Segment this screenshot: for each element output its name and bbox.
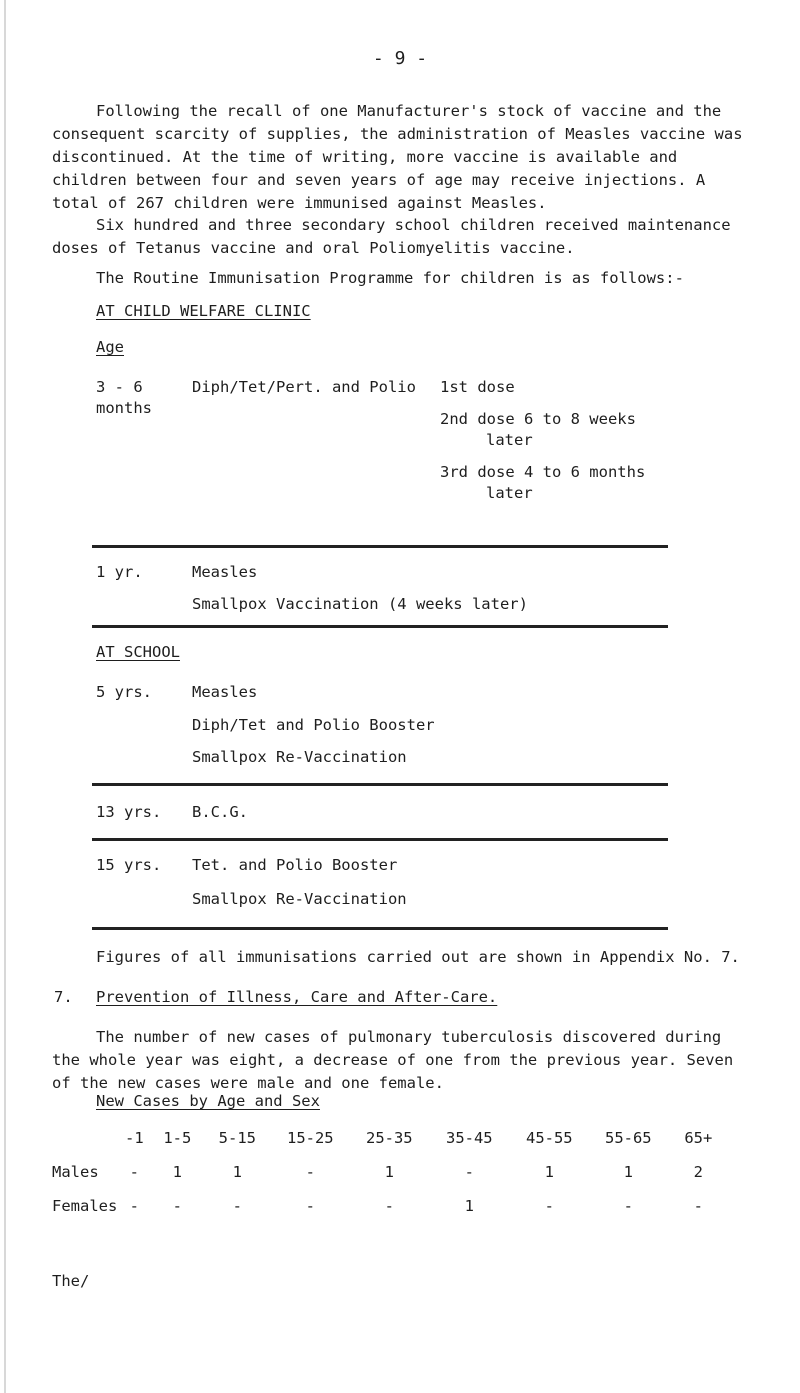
school-heading: AT SCHOOL — [96, 643, 180, 661]
dose-3-later: later — [486, 484, 533, 502]
table-header-row — [52, 1121, 729, 1155]
one-year-measles: Measles — [192, 563, 258, 581]
age-1yr: 1 yr. — [96, 563, 143, 581]
divider — [92, 927, 668, 930]
intro-paragraph-1: Following the recall of one Manufacturer's stock of vaccine and the consequent scarcity of supplies, the administration of Measles vaccine was discontinued. At the time of writing, more vaccine is available and children between four and seven years of age may receive injections. A total of 267 children were immunised against Measles. — [52, 102, 743, 212]
new-cases-table — [52, 1121, 729, 1223]
column-header: -1 — [124, 1129, 144, 1147]
vaccine-dtp-polio: Diph/Tet/Pert. and Polio — [192, 378, 416, 396]
column-header: 15-25 — [286, 1129, 334, 1147]
dose-1: 1st dose — [440, 378, 515, 396]
table-cell: 1 — [172, 1163, 182, 1181]
bcg: B.C.G. — [192, 803, 248, 821]
child-welfare-heading: AT CHILD WELFARE CLINIC — [96, 302, 311, 320]
row-label-males: Males — [52, 1163, 99, 1181]
table-cell: 1 — [464, 1197, 474, 1215]
age-unit: months — [96, 399, 152, 417]
age-15yrs: 15 yrs. — [96, 856, 162, 874]
page-edge — [4, 0, 6, 1393]
table-cell: - — [464, 1163, 474, 1181]
header-blank — [52, 1121, 117, 1155]
column-header: 5-15 — [218, 1129, 256, 1147]
table-row — [52, 1189, 729, 1223]
page-number: - 9 - — [372, 48, 428, 69]
table-cell: - — [172, 1197, 182, 1215]
section-number: 7. — [54, 988, 73, 1006]
school-smallpox: Smallpox Re-Vaccination — [192, 748, 407, 766]
intro-paragraph-3: The Routine Immunisation Programme for children is as follows:- — [96, 269, 684, 287]
school-booster: Diph/Tet and Polio Booster — [192, 716, 435, 734]
table-cell: - — [129, 1163, 139, 1181]
row-label-females: Females — [52, 1197, 118, 1215]
table-cell: 1 — [232, 1163, 242, 1181]
table-cell: - — [693, 1197, 703, 1215]
school-measles: Measles — [192, 683, 258, 701]
table-cell: - — [305, 1163, 315, 1181]
table-cell: - — [232, 1197, 242, 1215]
age-5yrs: 5 yrs. — [96, 683, 152, 701]
age-range: 3 - 6 — [96, 378, 143, 396]
table-cell: - — [384, 1197, 394, 1215]
smallpox-revaccination-15: Smallpox Re-Vaccination — [192, 890, 407, 908]
column-header: 25-35 — [365, 1129, 413, 1147]
table-cell: 2 — [693, 1163, 703, 1181]
section-title: Prevention of Illness, Care and After-Care. — [96, 988, 498, 1006]
intro-paragraph-2: Six hundred and three secondary school children received maintenance doses of Tetanus vaccine and oral Poliomyelitis vaccine. — [52, 216, 731, 257]
catchword: The/ — [52, 1272, 90, 1290]
one-year-smallpox: Smallpox Vaccination (4 weeks later) — [192, 595, 528, 613]
table-cell: 1 — [623, 1163, 633, 1181]
dose-2: 2nd dose 6 to 8 weeks — [440, 410, 636, 428]
table-cell: - — [305, 1197, 315, 1215]
age-13yrs: 13 yrs. — [96, 803, 162, 821]
table-row — [52, 1155, 729, 1189]
table-cell: 1 — [544, 1163, 554, 1181]
dose-3: 3rd dose 4 to 6 months — [440, 463, 646, 481]
column-header: 35-45 — [445, 1129, 493, 1147]
column-header: 65+ — [684, 1129, 713, 1147]
dose-2-later: later — [486, 431, 533, 449]
table-cell: - — [623, 1197, 633, 1215]
column-header: 1-5 — [163, 1129, 192, 1147]
column-header: 45-55 — [525, 1129, 573, 1147]
divider — [92, 545, 668, 548]
figures-note: Figures of all immunisations carried out are shown in Appendix No. 7. — [96, 948, 740, 966]
tet-polio-booster: Tet. and Polio Booster — [192, 856, 398, 874]
tb-paragraph: The number of new cases of pulmonary tuberculosis discovered during the whole year was eight, a decrease of one from the previous year. Seven of the new cases were male and one female. — [52, 1028, 734, 1092]
table-cell: 1 — [384, 1163, 394, 1181]
age-label: Age — [96, 338, 124, 356]
divider — [92, 783, 668, 786]
table-heading: New Cases by Age and Sex — [96, 1092, 320, 1110]
divider — [92, 625, 668, 628]
divider — [92, 838, 668, 841]
table-cell: - — [544, 1197, 554, 1215]
column-header: 55-65 — [604, 1129, 652, 1147]
table-cell: - — [129, 1197, 139, 1215]
